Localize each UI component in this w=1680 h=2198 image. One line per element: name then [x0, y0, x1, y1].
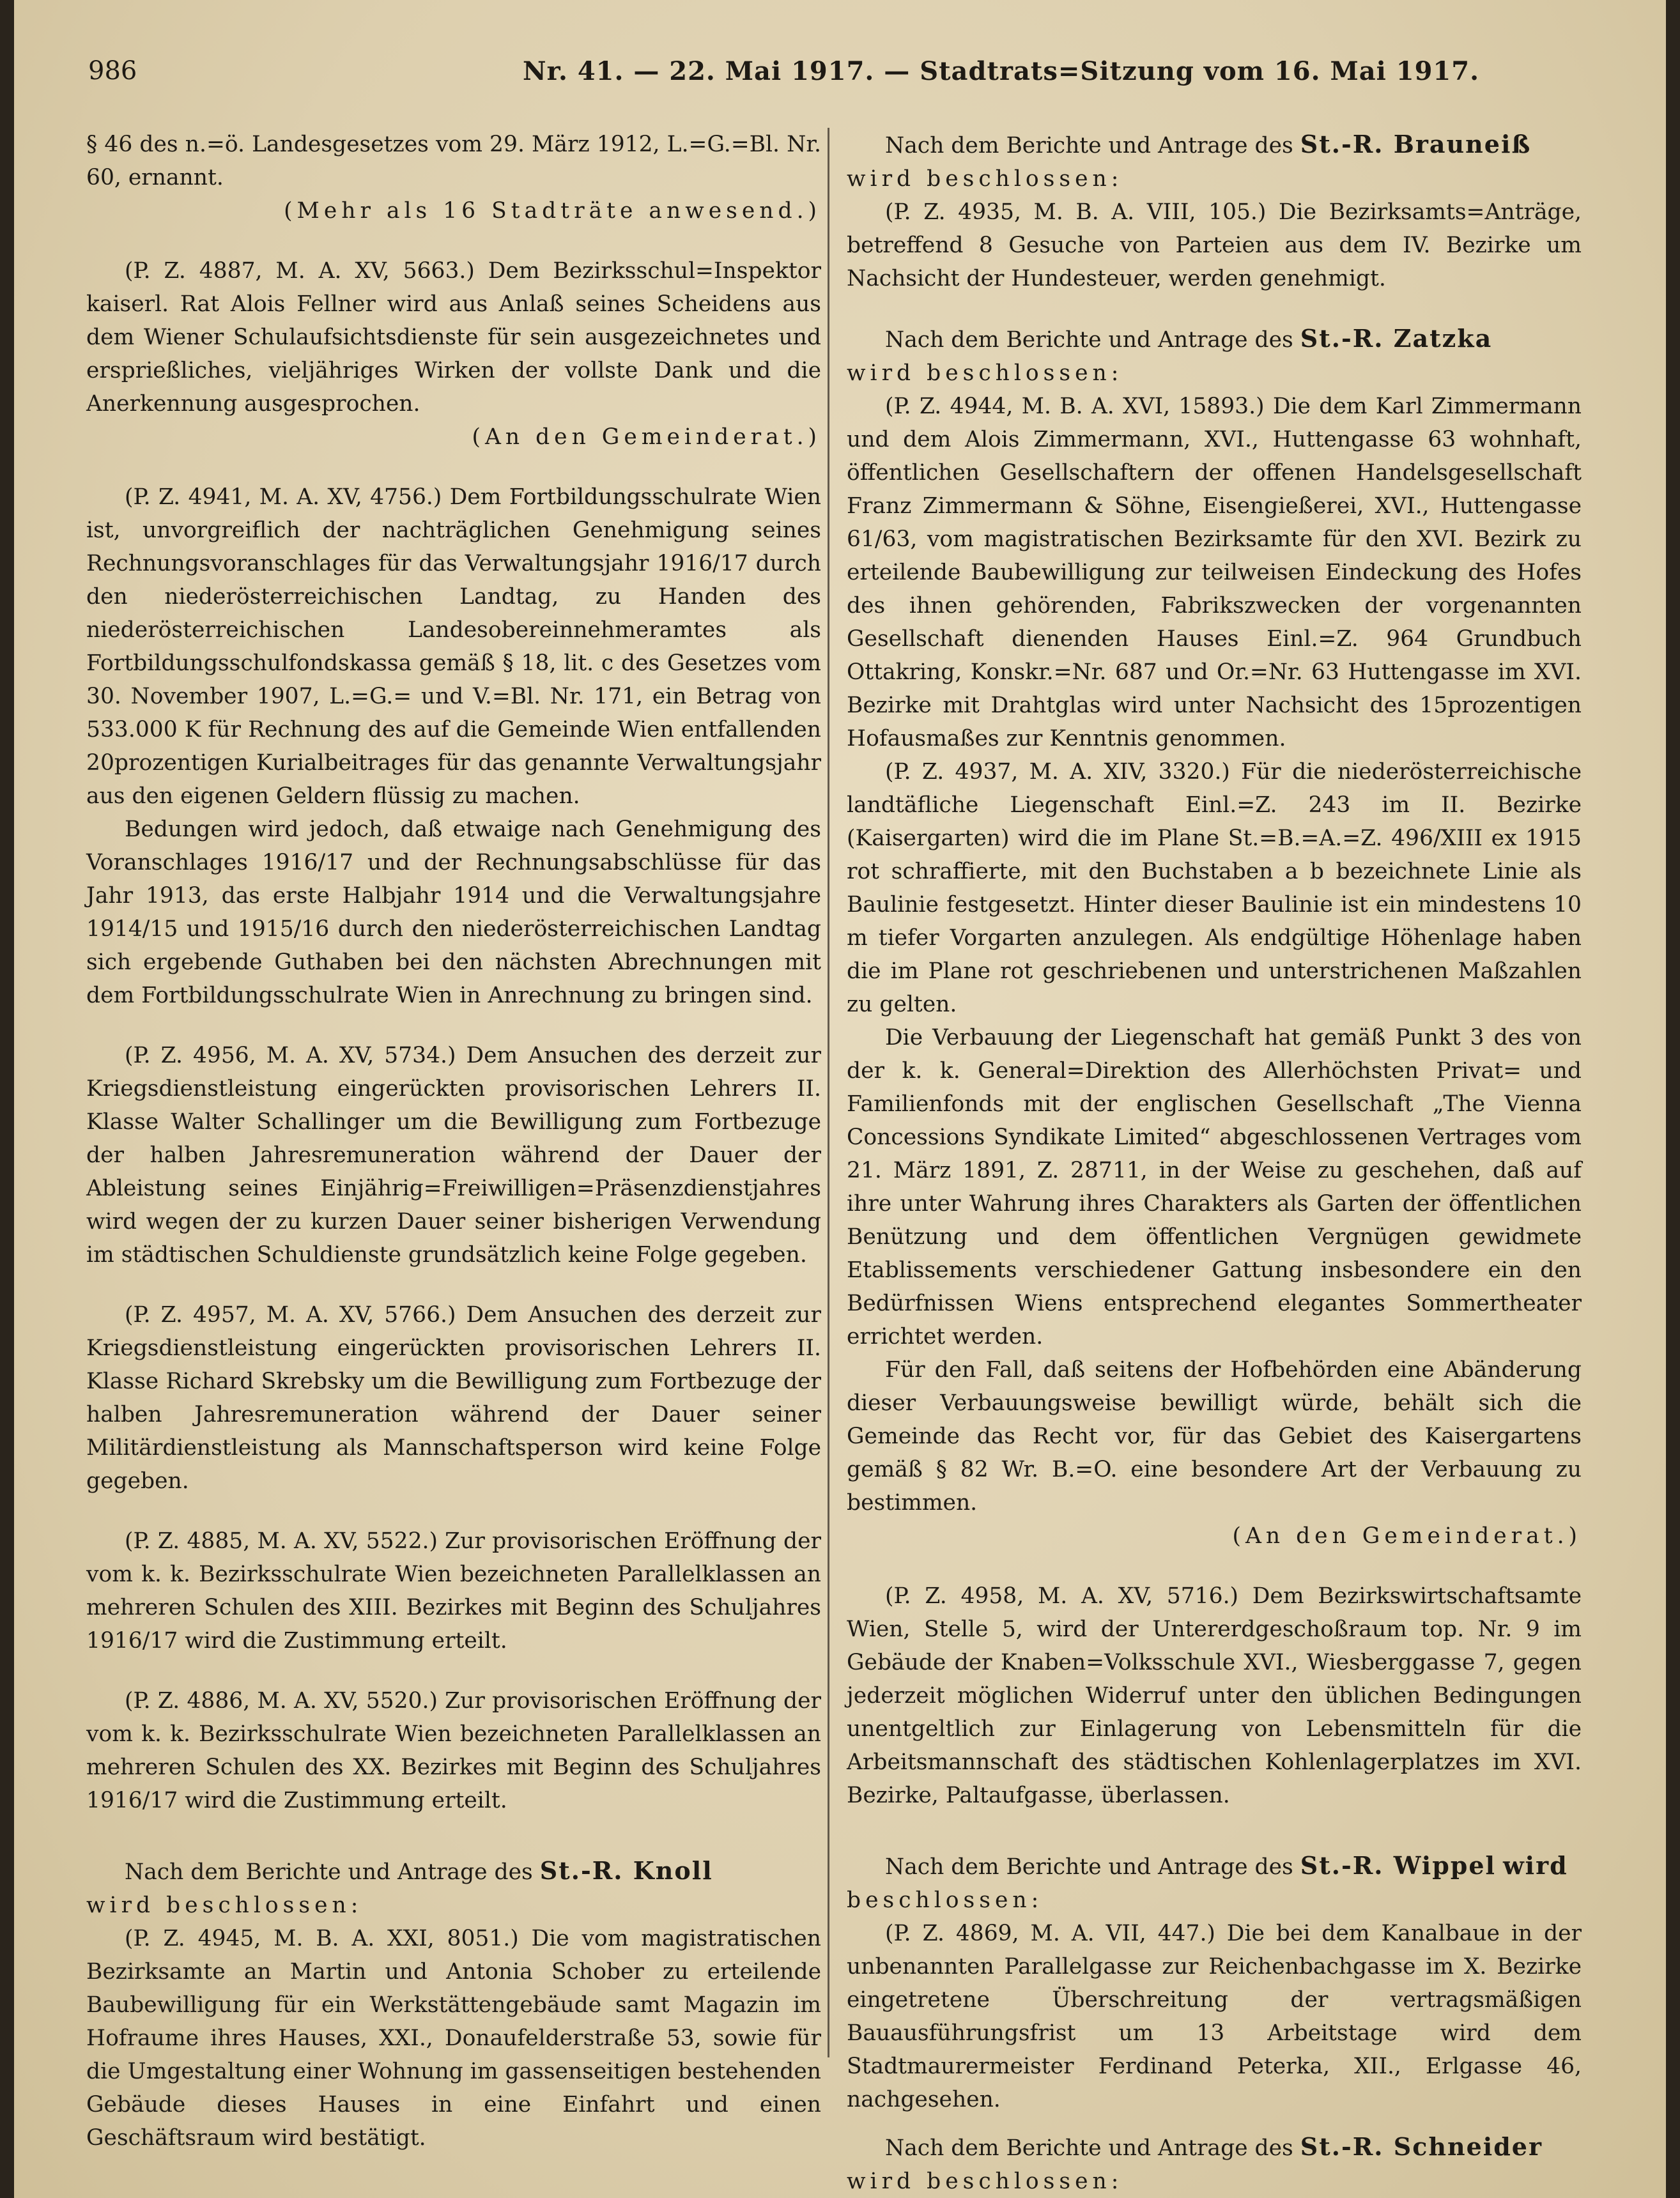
- paragraph-text: Nach dem Berichte und Antrage des: [885, 327, 1293, 353]
- note-text: (Mehr als 16 Stadträte anwesend.): [284, 198, 821, 224]
- paragraph: [86, 1298, 821, 1498]
- paragraph: [86, 254, 821, 420]
- paragraph-gap: [86, 227, 821, 254]
- paragraph: [86, 128, 821, 194]
- paragraph-gap: [86, 1817, 821, 1854]
- paragraph-text: (P. Z. 4941, M. A. XV, 4756.) Dem Fortbildungsschulrate Wien ist, unvorgreiflich der nachträglichen Genehmigung seines Rechnungsvoranschlages für das Verwaltungsjahr 1916/17 durch den niederösterreichischen Landtag, zu Handen des niederösterreichischen Landesobereinnehmeramtes als Fortbildungsschulfondskassa gemäß § 18, lit. c des Gesetzes vom 30. November 1907, L.=G.= und V.=Bl. Nr. 171, ein Betrag von 533.000 K für Rechnung des auf die Gemeinde Wien entfallenden 20prozentigen Kurialbeitrages für das genannte Verwaltungsjahr aus den eigenen Geldern flüssig zu machen.: [86, 484, 821, 809]
- paragraph-text: (P. Z. 4869, M. A. VII, 447.) Die bei dem Kanalbaue in der unbenannten Parallelgasse zur Reichenbachgasse im X. Bezirke eingetretene Überschreitung der vertragsmäßigen Bauausführungsfrist um 13 Arbeitstage wird dem Stadtmaurermeister Ferdinand Peterka, XII., Erlgasse 46, nachgesehen.: [847, 1921, 1582, 2112]
- paragraph: [86, 1684, 821, 1817]
- paragraph-text: Nach dem Berichte und Antrage des: [885, 1854, 1293, 1880]
- paragraph-text: Nach dem Berichte und Antrage des: [885, 133, 1293, 158]
- paragraph: [847, 390, 1582, 755]
- paragraph-text: (P. Z. 4944, M. B. A. XVI, 15893.) Die dem Karl Zimmermann und dem Alois Zimmermann, XVI., Huttengasse 63 wohnhaft, öffentlichen Gesellschaftern der offenen Handelsgesellschaft Franz Zimmermann & Söhne, Eisengießerei, XVI., Huttengasse 61/63, vom magistratischen Bezirksamte für den XVI. Bezirk zu erteilende Baubewilligung zur teilweisen Eindeckung des Hofes des ihnen gehörenden, Fabrikszwecken der vorgenannten Gesellschaft dienenden Hauses Einl.=Z. 964 Grundbuch Ottakring, Konskr.=Nr. 687 und Or.=Nr. 63 Huttengasse im XVI. Bezirke mit Drahtglas wird unter Nachsicht des 15prozentigen Hofausmaßes zur Kenntnis genommen.: [847, 394, 1582, 751]
- paragraph-gap: [86, 1657, 821, 1684]
- paragraph-text: (P. Z. 4935, M. B. A. VIII, 105.) Die Bezirksamts=Anträge, betreffend 8 Gesuche von Parteien aus dem IV. Bezirke um Nachsicht der Hundesteuer, werden genehmigt.: [847, 199, 1582, 291]
- paragraph: [847, 1579, 1582, 1812]
- resolution-phrase: beschlossen:: [847, 1887, 1044, 1913]
- paragraph-gap: [86, 1012, 821, 1039]
- paragraph-text: Für den Fall, daß seitens der Hofbehörden eine Abänderung dieser Verbauungsweise bewilligt würde, behält sich die Gemeinde das Recht vor, für das Gebiet des Kaisergartens gemäß § 82 Wr. B.=O. eine besondere Art der Verbauung zu bestimmen.: [847, 1357, 1582, 1516]
- paragraph-gap: [847, 1553, 1582, 1579]
- paragraph-text: (P. Z. 4887, M. A. XV, 5663.) Dem Bezirksschul=Inspektor kaiserl. Rat Alois Fellner wird aus Anlaß seines Scheidens aus dem Wiener Schulaufsichtsdienste für sein ausgezeichnetes und ersprießliches, vieljähriges Wirken der vollste Dank und die Anerkennung ausgesprochen.: [86, 258, 821, 417]
- paragraph-gap: [86, 454, 821, 480]
- paragraph: [847, 755, 1582, 1021]
- paragraph: [86, 480, 821, 813]
- paragraph: [86, 1854, 821, 1922]
- paragraph: [847, 1353, 1582, 1519]
- resolution-phrase: wird beschlossen:: [847, 2169, 1123, 2194]
- paragraph-gap: [847, 1812, 1582, 1849]
- paragraph: [86, 1039, 821, 1272]
- paragraph-gap: [86, 1272, 821, 1298]
- paragraph: [847, 1917, 1582, 2116]
- paragraph: [847, 128, 1582, 196]
- right-column: [847, 128, 1582, 2198]
- note-text: (An den Gemeinderat.): [1232, 1523, 1582, 1549]
- councillor-name: St.-R. Brauneiß: [1300, 130, 1532, 158]
- attendance-note: [86, 420, 821, 454]
- paragraph-text: Die Verbauung der Liegenschaft hat gemäß Punkt 3 des von der k. k. General=Direktion des Allerhöchsten Privat= und Familienfonds mit der englischen Gesellschaft „The Vienna Concessions Syndikate Limited“ abgeschlossenen Vertrages vom 21. März 1891, Z. 28711, in der Weise zu geschehen, daß auf ihre unter Wahrung ihres Charakters als Garten der öffentlichen Benützung und dem öffentlichen Vergnügen gewidmete Etablissements verschiedener Gattung insbesondere ein den Bedürfnissen Wiens entsprechend elegantes Sommertheater errichtet werden.: [847, 1025, 1582, 1349]
- paragraph-text: (P. Z. 4886, M. A. XV, 5520.) Zur provisorischen Eröffnung der vom k. k. Bezirksschulrate Wien bezeichneten Parallelklassen an mehreren Schulen des XX. Bezirkes mit Beginn des Schuljahres 1916/17 wird die Zustimmung erteilt.: [86, 1688, 821, 1813]
- paragraph: [847, 1849, 1582, 1917]
- paragraph-text: Nach dem Berichte und Antrage des: [125, 1859, 533, 1885]
- paragraph: [86, 1922, 821, 2155]
- column-divider: [828, 128, 829, 2057]
- paragraph: [86, 1525, 821, 1657]
- resolution-phrase: wird beschlossen:: [847, 360, 1123, 386]
- paragraph: [847, 2130, 1582, 2198]
- attendance-note: [847, 1519, 1582, 1553]
- paragraph-text: (P. Z. 4945, M. B. A. XXI, 8051.) Die vom magistratischen Bezirksamte an Martin und Antonia Schober zu erteilende Baubewilligung für ein Werkstättengebäude samt Magazin im Hofraume ihres Hauses, XXI., Donaufelderstraße 53, sowie für die Umgestaltung einer Wohnung im gassenseitigen bestehenden Gebäude dieses Hauses in eine Einfahrt und einen Geschäftsraum wird bestätigt.: [86, 1926, 821, 2151]
- paragraph: [847, 1021, 1582, 1353]
- page-number: 986: [88, 56, 137, 86]
- councillor-name: St.-R. Zatzka: [1300, 324, 1493, 353]
- resolution-phrase: wird beschlossen:: [86, 1893, 363, 1918]
- councillor-name: St.-R. Wippel: [1300, 1851, 1496, 1880]
- paragraph-text: Bedungen wird jedoch, daß etwaige nach Genehmigung des Voranschlages 1916/17 und der Rechnungsabschlüsse für das Jahr 1913, das erste Halbjahr 1914 und die Verwaltungsjahre 1914/15 und 1915/16 durch den niederösterreichischen Landtag sich ergebende Guthaben bei den nächsten Abrechnungen mit dem Fortbildungsschulrate Wien in Anrechnung zu bringen sind.: [86, 817, 821, 1008]
- councillor-name: St.-R. Knoll: [539, 1856, 713, 1885]
- paragraph-text: § 46 des n.=ö. Landesgesetzes vom 29. März 1912, L.=G.=Bl. Nr. 60, ernannt.: [86, 132, 821, 190]
- paragraph: [847, 322, 1582, 390]
- scan-edge-right: [1666, 0, 1680, 2198]
- attendance-note: [86, 194, 821, 227]
- paragraph-text: Nach dem Berichte und Antrage des: [885, 2135, 1293, 2161]
- paragraph-text: (P. Z. 4957, M. A. XV, 5766.) Dem Ansuchen des derzeit zur Kriegsdienstleistung eingerückten provisorischen Lehrers II. Klasse Richard Skrebsky um die Bewilligung zum Fortbezuge der halben Jahresremuneration während der Dauer seiner Militärdienstleistung als Mannschaftsperson wird keine Folge gegeben.: [86, 1302, 821, 1494]
- paragraph-text: (P. Z. 4885, M. A. XV, 5522.) Zur provisorischen Eröffnung der vom k. k. Bezirksschulrate Wien bezeichneten Parallelklassen an mehreren Schulen des XIII. Bezirkes mit Beginn des Schuljahres 1916/17 wird die Zustimmung erteilt.: [86, 1528, 821, 1654]
- page-header: [83, 56, 1616, 101]
- paragraph: [86, 813, 821, 1012]
- paragraph: [847, 196, 1582, 295]
- resolution-word: wird: [1502, 1851, 1568, 1880]
- paragraph-gap: [847, 295, 1582, 322]
- paragraph-text: (P. Z. 4958, M. A. XV, 5716.) Dem Bezirkswirtschaftsamte Wien, Stelle 5, wird der Untererdgeschoßraum top. Nr. 9 im Gebäude der Knaben=Volksschule XVI., Wiesberggasse 7, gegen jederzeit möglichen Widerruf unter den üblichen Bedingungen unentgeltlich zur Einlagerung von Lebensmitteln für die Arbeitsmannschaft des städtischen Kohlenlagerplatzes im XVI. Bezirke, Paltaufgasse, überlassen.: [847, 1583, 1582, 1808]
- header-title: Nr. 41. — 22. Mai 1917. — Stadtrats=Sitzung vom 16. Mai 1917.: [523, 56, 1480, 86]
- paragraph-gap: [847, 2116, 1582, 2130]
- left-column: [86, 128, 821, 2155]
- paragraph-text: (P. Z. 4937, M. A. XIV, 3320.) Für die niederösterreichische landtäfliche Liegenschaft Einl.=Z. 243 im II. Bezirke (Kaisergarten) wird die im Plane St.=B.=A.=Z. 496/XIII ex 1915 rot schraffierte, mit den Buchstaben a b bezeichnete Linie als Baulinie festgesetzt. Hinter dieser Baulinie ist ein mindestens 10 m tiefer Vorgarten anzulegen. Als endgültige Höhenlage haben die im Plane rot geschriebenen und unterstrichenen Maßzahlen zu gelten.: [847, 759, 1582, 1017]
- scan-edge-left: [0, 0, 14, 2198]
- councillor-name: St.-R. Schneider: [1300, 2132, 1543, 2161]
- paragraph-text: (P. Z. 4956, M. A. XV, 5734.) Dem Ansuchen des derzeit zur Kriegsdienstleistung eingerückten provisorischen Lehrers II. Klasse Walter Schallinger um die Bewilligung zum Fortbezuge der halben Jahresremuneration während der Dauer der Ableistung seines Einjährig=Freiwilligen=Präsenzdienstjahres wird wegen der zu kurzen Dauer seiner bisherigen Verwendung im städtischen Schuldienste grundsätzlich keine Folge gegeben.: [86, 1043, 821, 1268]
- resolution-phrase: wird beschlossen:: [847, 166, 1123, 192]
- paragraph-gap: [86, 1498, 821, 1525]
- note-text: (An den Gemeinderat.): [472, 424, 821, 450]
